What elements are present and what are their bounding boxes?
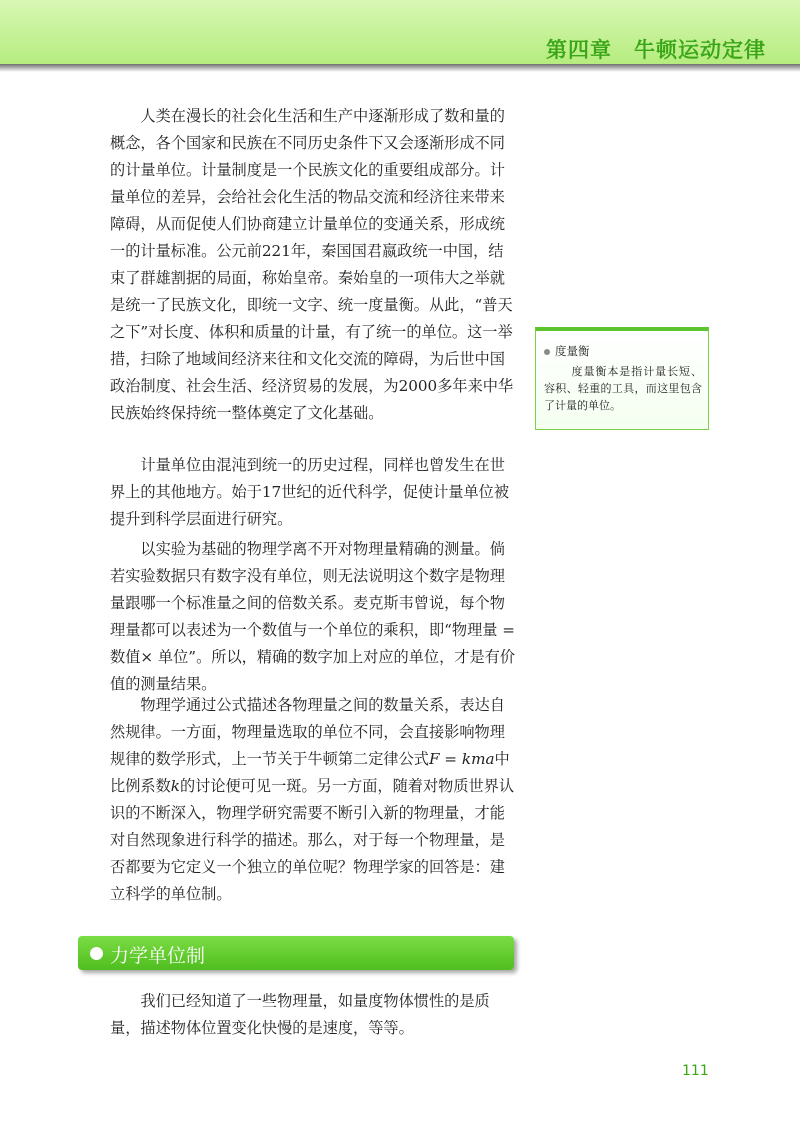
- formula-kma: kma: [461, 750, 495, 768]
- section-heading: [78, 936, 514, 970]
- bullet-icon: [90, 947, 103, 960]
- page-number: 111: [682, 1063, 709, 1079]
- paragraph-measurement-precision: 以实验为基础的物理学离不开对物理量精确的测量。倘若实验数据只有数字没有单位，则无法说明这个数字是物理量跟哪一个标准量之间的倍数关系。麦克斯韦曾说，每个物理量都可以表述为一个数值与一个单位的乘积，即“物理量 = 数值× 单位”。所以，精确的数字加上对应的单位，才是有价值的测量结果。: [110, 540, 516, 693]
- sidebar-note: [535, 327, 709, 430]
- formula-k-symbol: k: [170, 777, 180, 795]
- bullet-icon: [544, 349, 550, 355]
- paragraph-measurement-history: 人类在漫长的社会化生活和生产中逐渐形成了数和量的概念，各个国家和民族在不同历史条件下又会逐渐形成不同的计量单位。计量制度是一个民族文化的重要组成部分。计量单位的差异，会给社会化生活的物品交流和经济往来带来障碍，从而促使人们协商建立计量单位的变通关系，形成统一的计量标准。公元前221年，秦国国君嬴政统一中国，结束了群雄割据的局面，称始皇帝。秦始皇的一项伟大之举就是统一了民族文化，即统一文字、统一度量衡。从此，“普天之下”对长度、体积和质量的计量，有了统一的单位。这一举措，扫除了地域间经济来往和文化交流的障碍，为后世中国政治制度、社会生活、经济贸易的发展，为2000多年来中华民族始终保持统一整体奠定了文化基础。: [110, 107, 514, 422]
- formula-equals: =: [439, 750, 462, 768]
- sidebar-note-title: [544, 343, 590, 359]
- sidebar-note-text: 度量衡本是指计量长短、容积、轻重的工具，而这里包含了计量的单位。: [544, 365, 702, 412]
- text-span: 中比例系数: [110, 750, 510, 795]
- formula-force-symbol: F: [428, 750, 440, 768]
- section-title: 力学单位制: [110, 945, 206, 967]
- paragraph-world-units: 计量单位由混沌到统一的历史过程，同样也曾发生在世界上的其他地方。始于17世纪的近代科学，促使计量单位被提升到科学层面进行研究。: [110, 456, 510, 528]
- paragraph-section-intro: 我们已经知道了一些物理量，如量度物体惯性的是质量，描述物体位置变化快慢的是速度，等等。: [110, 992, 490, 1037]
- paragraph-unit-system: [110, 692, 517, 908]
- header-shadow: [0, 64, 800, 72]
- chapter-title: 第四章 牛顿运动定律: [546, 38, 766, 62]
- text-span: 的讨论便可见一斑。另一方面，随着对物质世界认识的不断深入，物理学研究需要不断引入新的物理量，才能对自然现象进行科学的描述。那么，对于每一个物理量，是否都要为它定义一个独立的单位呢？物理学家的回答是：建立科学的单位制。: [110, 777, 515, 903]
- text-span: 物理学通过公式描述各物理量之间的数量关系，表达自然规律。一方面，物理量选取的单位不同，会直接影响物理规律的数学形式，上一节关于牛顿第二定律公式: [110, 696, 505, 768]
- sidebar-note-title-text: 度量衡: [555, 344, 590, 358]
